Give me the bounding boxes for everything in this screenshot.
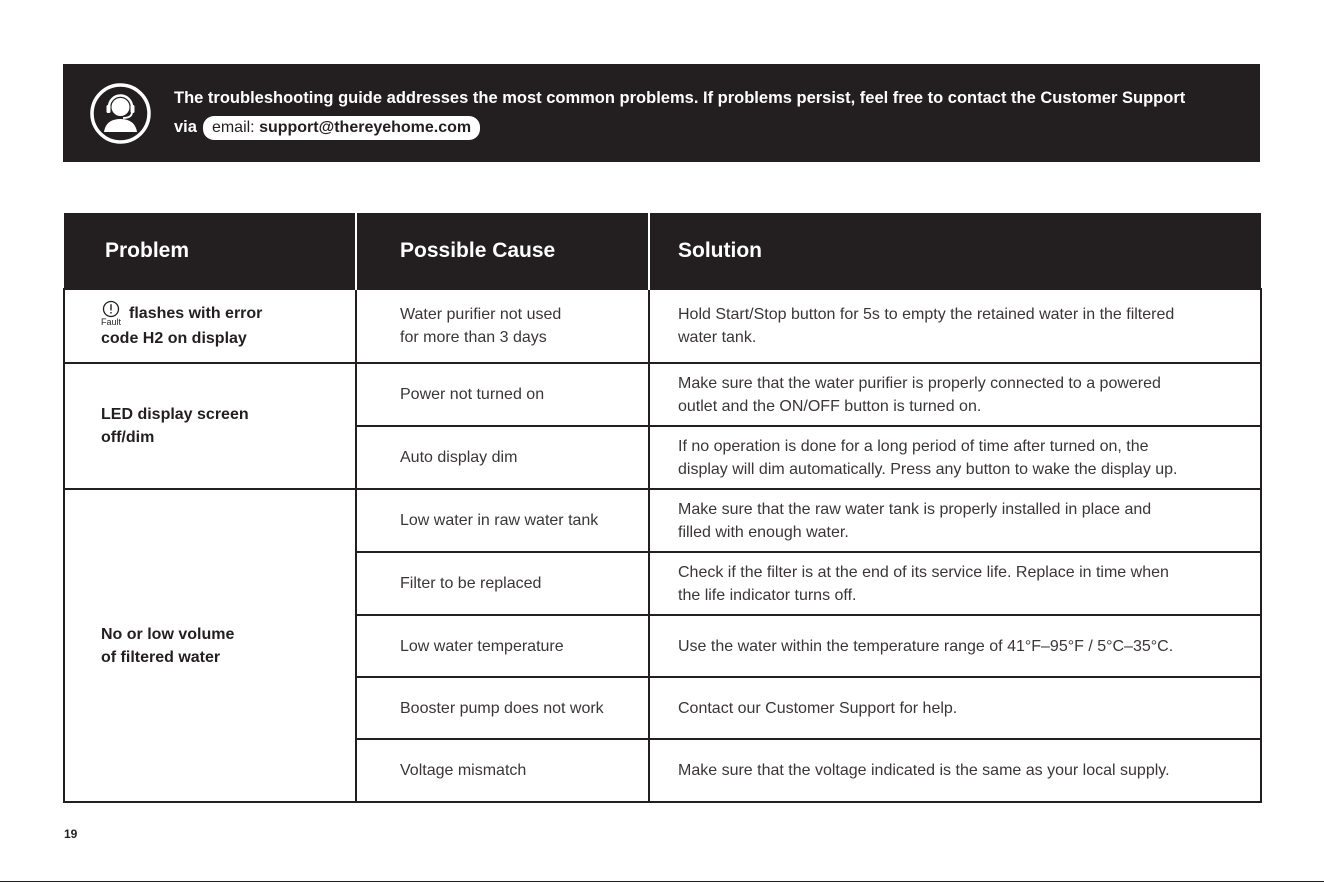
table-row <box>64 489 1261 552</box>
solution-line2: display will dim automatically. Press any button to wake the display up. <box>678 460 1178 478</box>
cause-cell: Power not turned on <box>356 363 649 426</box>
cause-cell: Low water temperature <box>356 615 649 677</box>
solution-line1: Make sure that the raw water tank is properly installed in place and <box>678 500 1152 518</box>
fault-alert-icon <box>102 300 120 318</box>
solution-line1: Hold Start/Stop button for 5s to empty the retained water in the filtered <box>678 306 1175 323</box>
notice-text <box>174 84 1234 142</box>
fault-label: Fault <box>101 317 122 327</box>
solution-cell: Contact our Customer Support for help. <box>649 677 1261 739</box>
solution-cell <box>649 363 1261 426</box>
table-row <box>64 363 1261 426</box>
problem-text-line2: off/dim <box>101 429 155 446</box>
page-bottom-rule <box>0 881 1324 882</box>
troubleshooting-table <box>63 213 1262 803</box>
table-row <box>64 289 1261 363</box>
email-prefix: email: <box>211 118 260 136</box>
solution-cell <box>649 552 1261 615</box>
solution-cell <box>649 489 1261 552</box>
fault-indicator <box>101 300 121 327</box>
solution-cell <box>649 426 1261 489</box>
solution-line2: filled with enough water. <box>678 523 849 541</box>
problem-text-line2: code H2 on display <box>101 330 247 347</box>
customer-support-icon <box>90 83 151 144</box>
cause-cell: Auto display dim <box>356 426 649 489</box>
problem-text-line1: flashes with error <box>129 305 263 322</box>
header-possible-cause: Possible Cause <box>356 213 649 289</box>
problem-cell <box>64 363 356 489</box>
cause-cell: Filter to be replaced <box>356 552 649 615</box>
problem-cell <box>64 489 356 802</box>
solution-cell: Make sure that the voltage indicated is the same as your local supply. <box>649 739 1261 802</box>
problem-text-line1: LED display screen <box>101 406 249 423</box>
cause-cell <box>356 289 649 363</box>
page-number: 19 <box>64 827 78 841</box>
notice-line2 <box>174 113 1234 142</box>
problem-cell <box>64 289 356 363</box>
cause-cell: Low water in raw water tank <box>356 489 649 552</box>
header-solution: Solution <box>649 213 1261 289</box>
support-notice-banner <box>63 64 1260 162</box>
solution-line2: outlet and the ON/OFF button is turned on. <box>678 397 982 415</box>
cause-line1: Water purifier not used <box>400 306 562 323</box>
solution-line2: water tank. <box>678 329 757 346</box>
support-email-link[interactable] <box>203 116 480 140</box>
header-problem: Problem <box>64 213 356 289</box>
problem-text-line1: No or low volume <box>101 625 235 643</box>
solution-cell <box>649 289 1261 363</box>
notice-line1: The troubleshooting guide addresses the most common problems. If problems persist, feel free to contact the Customer Support <box>174 89 1186 107</box>
solution-line1: If no operation is done for a long period of time after turned on, the <box>678 437 1149 455</box>
notice-via: via <box>174 118 197 136</box>
cause-cell: Booster pump does not work <box>356 677 649 739</box>
problem-text-line2: of filtered water <box>101 648 221 666</box>
email-address: support@thereyehome.com <box>259 118 472 136</box>
cause-cell: Voltage mismatch <box>356 739 649 802</box>
solution-cell: Use the water within the temperature range of 41°F–95°F / 5°C–35°C. <box>649 615 1261 677</box>
cause-line2: for more than 3 days <box>400 329 547 346</box>
table-header-row <box>64 213 1261 289</box>
solution-line1: Make sure that the water purifier is properly connected to a powered <box>678 374 1161 392</box>
solution-line2: the life indicator turns off. <box>678 586 857 604</box>
solution-line1: Check if the filter is at the end of its service life. Replace in time when <box>678 563 1169 581</box>
